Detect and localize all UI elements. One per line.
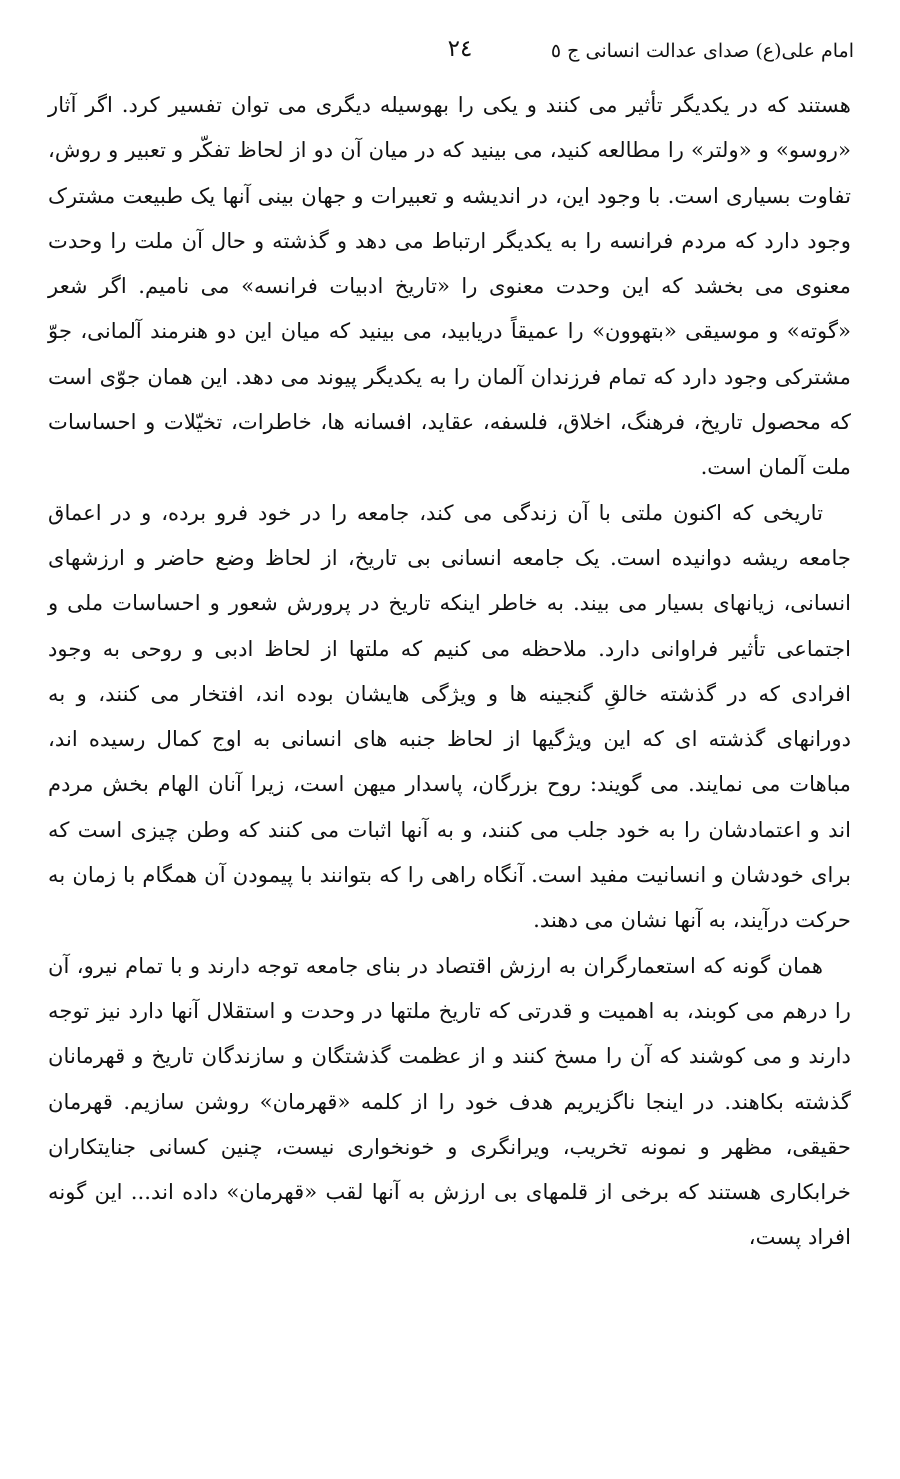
book-title: امام علی(ع) صدای عدالت انسانی ج ٥ [550,40,854,62]
running-header [40,36,860,70]
paragraph-3: همان گونه که استعمارگران به ارزش اقتصاد در بنای جامعه توجه دارند و با تمام نیرو، آن را درهم می کوبند، به اهمیت و قدرتی که تاریخ ملتها در وحدت و استقلال آنها دارد نیز توجه دارند و می کوشند که آن را مسخ کنند و از عظمت گذشتگان و سازندگان تاریخ و قهرمانان گذشته بکاهند. در اینجا ناگزیریم هدف خود را از کلمه «قهرمان» روشن سازیم. قهرمان حقیقی، مظهر و نمونه تخریب، ویرانگری و خونخواری نیست، چنین کسانی جنایتکاران خرابکاری هستند که برخی از قلمهای بی ارزش به آنها لقب «قهرمان» داده اند... این گونه افراد پست، [48,952,851,1250]
page-number: ٢٤ [447,36,473,62]
body-text [48,82,851,1260]
paragraph-1: هستند که در یکدیگر تأثیر می کنند و یکی را بهوسیله دیگری می توان تفسیر کرد. اگر آثار «روسو» و «ولتر» را مطالعه کنید، می بینید که در میان آن دو از لحاظ تفکّر و تعبیر و روش، تفاوت بسیاری است. با وجود این، در اندیشه و تعبیرات و جهان بینی آنها یک طبیعت مشترک وجود دارد که مردم فرانسه را به یکدیگر ارتباط می دهد و گذشته و حال آن ملت را وحدت معنوی می بخشد که این وحدت معنوی را «تاریخ ادبیات فرانسه» می نامیم. اگر شعر «گوته» و موسیقی «بتهوون» را عمیقاً دریابید، می بینید که میان این دو هنرمند آلمانی، جوّ مشترکی وجود دارد که تمام فرزندان آلمان را به یکدیگر پیوند می دهد. این همان جوّی است که محصول تاریخ، فرهنگ، اخلاق، فلسفه، عقاید، افسانه ها، خاطرات، تخیّلات و احساسات ملت آلمان است. [48,92,851,480]
paragraph-2: تاریخی که اکنون ملتی با آن زندگی می کند، جامعه را در خود فرو برده، و در اعماق جامعه ریشه دوانیده است. یک جامعه انسانی بی تاریخ، از لحاظ وضع حاضر و ارزشهای انسانی، زیانهای بسیار می بیند. به خاطر اینکه تاریخ در پرورش شعور و احساسات ملی و اجتماعی تأثیر فراوانی دارد. ملاحظه می کنیم که ملتها از لحاظ ادبی و روحی به وجود افرادی که در گذشته خالقِ گنجینه ها و ویژگی هایشان بوده اند، افتخار می کنند، و به دورانهای گذشته ای که این ویژگیها از لحاظ جنبه های انسانی به اوج کمال رسیده اند، مباهات می نمایند. می گویند: روح بزرگان، پاسدار میهن است، زیرا آنان الهام بخش مردم اند و اعتمادشان را به خود جلب می کنند، و به آنها اثبات می کنند که وطن چیزی است که برای خودشان و انسانیت مفید است. آنگاه راهی را که بتوانند با پیمودن آن همگام با زمان به حرکت درآیند، به آنها نشان می دهند. [48,499,851,933]
